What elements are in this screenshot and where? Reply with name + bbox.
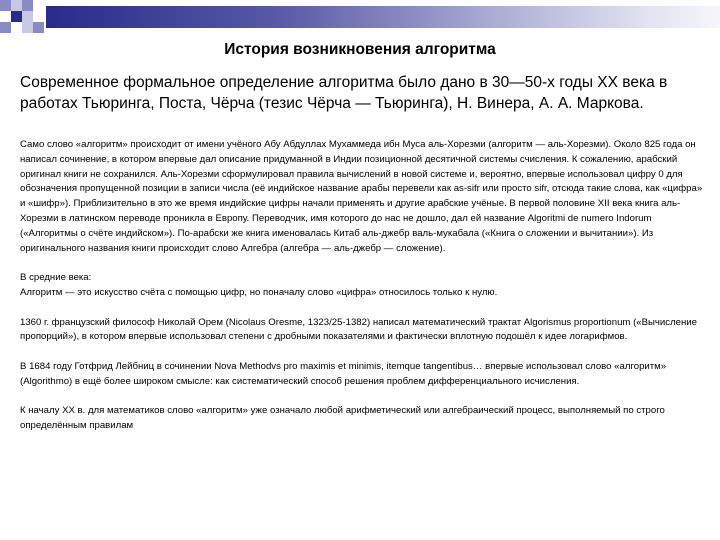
paragraph-middle-ages-definition: Алгоритм — это искусство счёта с помощью цифр, но поначалу слово «цифра» относилось только к нулю. <box>20 286 498 298</box>
paragraph-oresme: 1360 г. французский философ Николай Орем (Nicolaus Oresme, 1323/25-1382) написал математический трактат Algorismus proportionum («Вычисление пропорций»), в котором впервые использовал степени с дробными показателями и фактически вплотную подошёл к идее логарифмов. <box>20 316 697 343</box>
checker-square <box>33 22 44 33</box>
paragraph-middle-ages-heading: В средние века: <box>20 272 92 284</box>
checker-square <box>22 0 33 11</box>
checker-square <box>22 22 33 33</box>
header-decoration <box>0 0 720 40</box>
checker-square <box>0 22 11 33</box>
header-gradient-band <box>46 6 720 28</box>
slide-title: История возникновения алгоритма <box>224 41 496 58</box>
paragraph-twentieth-century: К началу XX в. для математиков слово «алгоритм» уже означало любой арифметический или алгебраический процесс, выполняемый по строго определённым правилам <box>20 405 665 432</box>
paragraph-gap <box>20 345 706 360</box>
body-text <box>20 138 706 434</box>
lead-paragraph: Современное формальное определение алгоритма было дано в 30—50-х годы XX века в работах Тьюринга, Поста, Чёрча (тезис Чёрча — Тьюринга), Н. Винера, А. А. Маркова. <box>20 74 668 112</box>
paragraph-etymology: Само слово «алгоритм» происходит от имени учёного Абу Абдуллах Мухаммеда ибн Муса аль-Хорезми (алгоритм — аль-Хорезми). Около 825 года он написал сочинение, в котором впервые дал описание придуманной в Индии позиционной десятичной системы счисления. К сожалению, арабский оригинал книги не сохранился. Аль-Хорезми сформулировал правила вычислений в новой системе и, вероятно, впервые использовал цифру 0 для обозначения пропущенной позиции в записи числа (её индийское название арабы перевели как as-sifr или просто sifr, отсюда такие слова, как «цифра» и «шифр»). Приблизительно в это же время индийские цифры начали применять и другие арабские учёные. В первой половине XII века книга аль-Хорезми в латинском переводе проникла в Европу. Переводчик, имя которого до нас не дошло, дал ей название Algoritmi de numero Indorum («Алгоритмы о счёте индийском»). По-арабски же книга именовалась Китаб аль-джебр валь-мукабала («Книга о сложении и вычитании»). Из оригинального названия книги происходит слово Алгебра (алгебра — аль-джебр — сложение). <box>20 139 703 254</box>
paragraph-gap <box>20 256 706 271</box>
paragraph-leibniz: В 1684 году Готфрид Лейбниц в сочинении Nova Methodvs pro maximis et minimis, itemque tangentibus… впервые использовал слово «алгоритм» (Algorithmo) в ещё более широком смысле: как систематический способ решения проблем дифференциального исчисления. <box>20 360 667 387</box>
paragraph-gap <box>20 390 706 405</box>
checker-square <box>11 11 22 22</box>
paragraph-gap <box>20 301 706 316</box>
checker-square <box>22 11 33 22</box>
checker-square <box>11 0 22 11</box>
checker-square <box>0 0 11 11</box>
